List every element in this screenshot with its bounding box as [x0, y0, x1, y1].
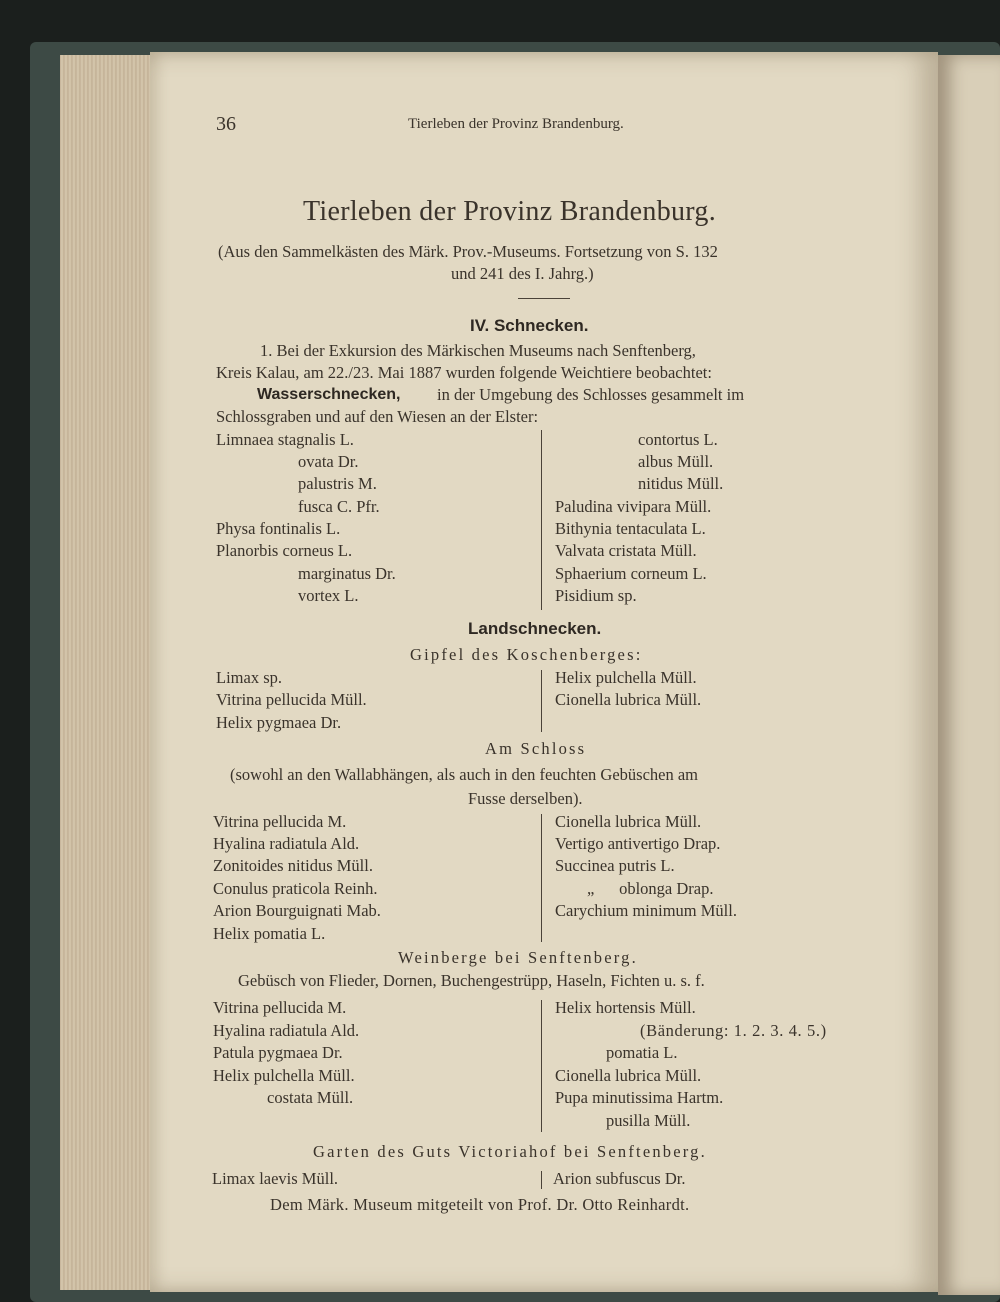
species-item: Vertigo antivertigo Drap. — [555, 834, 721, 853]
section-heading: IV. Schnecken. — [470, 316, 589, 335]
species-item: Zonitoides nitidus Müll. — [213, 856, 373, 875]
species-item: nitidus Müll. — [638, 474, 724, 493]
water-snails-label: Wasserschnecken, — [257, 386, 401, 403]
species-item: Helix pulchella Müll. — [555, 668, 697, 687]
species-item: Cionella lubrica Müll. — [555, 690, 702, 709]
species-item: Vitrina pellucida Müll. — [216, 690, 367, 709]
species-item: palustris M. — [298, 474, 377, 493]
gipfel-heading: Gipfel des Koschenberges: — [410, 645, 643, 664]
species-item: Vitrina pellucida M. — [213, 812, 347, 831]
land-snails-heading: Landschnecken. — [468, 619, 602, 638]
species-item: Valvata cristata Müll. — [555, 541, 697, 560]
species-item: fusca C. Pfr. — [298, 497, 380, 516]
species-item: Arion Bourguignati Mab. — [213, 901, 381, 920]
weinberge-heading: Weinberge bei Senftenberg. — [398, 948, 638, 967]
species-item: vortex L. — [298, 586, 359, 605]
garten-heading: Garten des Guts Victoriahof bei Senftenberg. — [313, 1142, 707, 1161]
species-item: Helix pygmaea Dr. — [216, 713, 342, 732]
species-item: Carychium minimum Müll. — [555, 901, 737, 920]
species-item: Helix hortensis Müll. — [555, 998, 696, 1017]
species-item: Bithynia tentaculata L. — [555, 519, 706, 538]
species-item: Physa fontinalis L. — [216, 519, 341, 538]
species-item: „ oblonga Drap. — [587, 879, 714, 898]
species-item: Hyalina radiatula Ald. — [213, 834, 360, 853]
species-item: Arion subfuscus Dr. — [553, 1169, 686, 1188]
species-item: Sphaerium corneum L. — [555, 564, 707, 583]
species-item: contortus L. — [638, 430, 718, 449]
species-item: Hyalina radiatula Ald. — [213, 1021, 360, 1040]
species-item: Limax sp. — [216, 668, 282, 687]
species-item: Cionella lubrica Müll. — [555, 812, 702, 831]
subtitle-line-1: (Aus den Sammelkästen des Märk. Prov.-Museums. Fortsetzung von S. 132 — [218, 242, 718, 261]
species-item: Helix pulchella Müll. — [213, 1066, 355, 1085]
species-item: Vitrina pellucida M. — [213, 998, 347, 1017]
column-divider — [541, 1000, 542, 1132]
species-item: pomatia L. — [606, 1043, 678, 1062]
species-item: pusilla Müll. — [606, 1111, 691, 1130]
closing-credit: Dem Märk. Museum mitgeteilt von Prof. Dr. Otto Reinhardt. — [270, 1195, 690, 1214]
species-item: Planorbis corneus L. — [216, 541, 353, 560]
species-item: costata Müll. — [267, 1088, 354, 1107]
species-item: Patula pygmaea Dr. — [213, 1043, 343, 1062]
species-item: Helix pomatia L. — [213, 924, 326, 943]
column-divider — [541, 1171, 542, 1189]
intro-line-2: Kreis Kalau, am 22./23. Mai 1887 wurden folgende Weichtiere beobachtet: — [216, 363, 712, 382]
species-item: Limax laevis Müll. — [212, 1169, 339, 1188]
intro-line-1: 1. Bei der Exkursion des Märkischen Museums nach Senftenberg, — [260, 341, 696, 360]
species-item: Paludina vivipara Müll. — [555, 497, 712, 516]
species-item: albus Müll. — [638, 452, 714, 471]
species-item: Succinea putris L. — [555, 856, 675, 875]
species-item: ovata Dr. — [298, 452, 359, 471]
intro-line-3: in der Umgebung des Schlosses gesammelt im — [437, 385, 745, 404]
species-item: Cionella lubrica Müll. — [555, 1066, 702, 1085]
schloss-note-2: Fusse derselben). — [468, 789, 583, 808]
column-divider — [541, 670, 542, 732]
schloss-note-1: (sowohl an den Wallabhängen, als auch in den feuchten Gebüschen am — [230, 765, 699, 784]
column-divider — [541, 814, 542, 942]
species-item: Conulus praticola Reinh. — [213, 879, 378, 898]
intro-line-4: Schlossgraben und auf den Wiesen an der Elster: — [216, 407, 539, 426]
subtitle-line-2: und 241 des I. Jahrg.) — [451, 264, 594, 283]
column-divider — [541, 430, 542, 610]
species-item: Pisidium sp. — [555, 586, 637, 605]
running-title: Tierleben der Provinz Brandenburg. — [408, 116, 624, 132]
article-title: Tierleben der Provinz Brandenburg. — [303, 196, 717, 227]
page-number: 36 — [216, 113, 236, 135]
schloss-heading: Am Schloss — [485, 739, 587, 758]
species-item: marginatus Dr. — [298, 564, 396, 583]
weinberge-note: Gebüsch von Flieder, Dornen, Buchengestrüpp, Haseln, Fichten u. s. f. — [238, 971, 705, 990]
banding-note: (Bänderung: 1. 2. 3. 4. 5.) — [640, 1021, 827, 1040]
divider — [518, 298, 570, 299]
species-item: Limnaea stagnalis L. — [216, 430, 354, 449]
species-item: Pupa minutissima Hartm. — [555, 1088, 724, 1107]
